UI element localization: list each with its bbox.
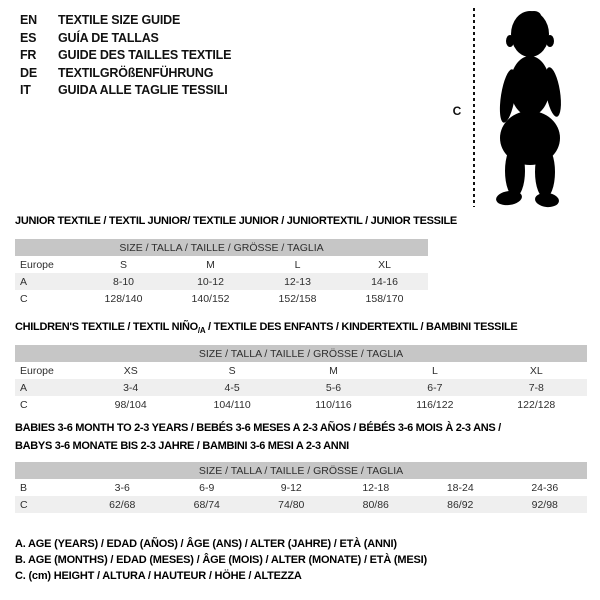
table-row (15, 396, 587, 413)
baby-silhouette (482, 8, 582, 208)
language-title: GUIDA ALLE TAGLIE TESSILI (58, 83, 228, 97)
table-cell: L (431, 364, 438, 377)
table-cell: 104/110 (213, 398, 251, 411)
table-row (15, 362, 587, 379)
size-header-label: SIZE / TALLA / TAILLE / GRÖSSE / TAGLIA (15, 239, 428, 256)
children-table-title (15, 321, 517, 335)
table-cell: M (206, 258, 215, 271)
size-header-label: SIZE / TALLA / TAILLE / GRÖSSE / TAGLIA (15, 462, 587, 479)
measure-label-c: C (452, 104, 462, 118)
table-cell: 122/128 (517, 398, 556, 411)
table-cell: 6-7 (384, 379, 485, 396)
row-label: C (15, 496, 80, 513)
row-label: C (20, 292, 28, 305)
language-code: EN (20, 13, 37, 27)
table-cell: XS (123, 364, 138, 377)
table-cell: 5-6 (283, 379, 384, 396)
size-header-bar (15, 462, 587, 479)
babies-title-line1: BABIES 3-6 MONTH TO 2-3 YEARS / BEBÉS 3-6 MESES A 2-3 AÑOS / BÉBÉS 3-6 MOIS À 2-3 ANS / (15, 422, 501, 434)
table-cell: 110/116 (315, 398, 352, 411)
table-cell: 4-5 (181, 379, 282, 396)
language-code: FR (20, 48, 37, 62)
table-cell: 3-4 (80, 379, 181, 396)
language-list (20, 12, 231, 100)
table-cell: 9-12 (280, 481, 302, 494)
row-label: Europe (20, 258, 54, 271)
table-cell: L (294, 258, 301, 271)
language-row-en (20, 12, 231, 30)
legend-line-c: C. (cm) HEIGHT / ALTURA / HAUTEUR / HÖHE / ALTEZZA (15, 570, 302, 582)
junior-size-table (15, 239, 428, 307)
height-measure-dashed-line (473, 8, 475, 207)
table-cell: 86/92 (418, 496, 503, 513)
table-row (15, 273, 428, 290)
language-code: ES (20, 30, 37, 45)
table-cell: 116/122 (416, 398, 454, 411)
table-cell: 7-8 (486, 379, 587, 396)
table-row (15, 479, 587, 496)
babies-title-line2: BABYS 3-6 MONATE BIS 2-3 JAHRE / BAMBINI 3-6 MESI A 2-3 ANNI (15, 440, 349, 452)
row-label: Europe (20, 364, 54, 377)
table-cell: 128/140 (104, 292, 143, 305)
language-title: TEXTILE SIZE GUIDE (58, 13, 181, 27)
language-code: IT (20, 83, 31, 97)
language-row-de (20, 65, 231, 83)
children-title-sub: /A (197, 326, 206, 336)
table-cell: 14-16 (341, 273, 428, 290)
size-header-label: SIZE / TALLA / TAILLE / GRÖSSE / TAGLIA (15, 345, 587, 362)
legend-line-b: B. AGE (MONTHS) / EDAD (MESES) / ÂGE (MOIS) / ALTER (MONATE) / ETÀ (MESI) (15, 554, 427, 566)
table-cell: 98/104 (114, 398, 147, 411)
junior-table-title: JUNIOR TEXTILE / TEXTIL JUNIOR/ TEXTILE JUNIOR / JUNIORTEXTIL / JUNIOR TESSILE (15, 215, 457, 227)
row-label: A (15, 273, 80, 290)
table-cell: 80/86 (334, 496, 419, 513)
babies-table-title (15, 419, 501, 455)
table-row (15, 379, 587, 396)
table-cell: S (228, 364, 236, 377)
row-label: C (20, 398, 28, 411)
table-row (15, 496, 587, 513)
table-cell: 8-10 (80, 273, 167, 290)
table-cell: M (329, 364, 338, 377)
language-row-fr (20, 47, 231, 65)
table-cell: 62/68 (80, 496, 165, 513)
table-cell: 6-9 (199, 481, 215, 494)
table-cell: 24-36 (531, 481, 559, 494)
table-cell: 68/74 (165, 496, 250, 513)
language-code: DE (20, 65, 37, 80)
table-row (15, 256, 428, 273)
language-title: GUÍA DE TALLAS (58, 30, 159, 45)
table-row (15, 290, 428, 307)
size-header-bar (15, 239, 428, 256)
children-title-pre: CHILDREN'S TEXTILE / TEXTIL NIÑO (15, 321, 198, 333)
legend-line-a: A. AGE (YEARS) / EDAD (AÑOS) / ÂGE (ANS) / ALTER (JAHRE) / ETÀ (ANNI) (15, 538, 397, 550)
row-label: A (15, 379, 80, 396)
table-cell: 12-18 (362, 481, 390, 494)
language-row-es (20, 30, 231, 48)
table-cell: 152/158 (278, 292, 317, 305)
table-cell: 10-12 (167, 273, 254, 290)
table-cell: 158/170 (365, 292, 404, 305)
table-cell: XL (378, 258, 391, 271)
language-title: TEXTILGRÖßENFÜHRUNG (58, 65, 214, 80)
table-cell: 12-13 (254, 273, 341, 290)
row-label: B (20, 481, 28, 494)
table-cell: 18-24 (446, 481, 474, 494)
table-cell: 74/80 (249, 496, 334, 513)
children-title-post: / TEXTILE DES ENFANTS / KINDERTEXTIL / BAMBINI TESSILE (205, 321, 518, 333)
table-cell: 3-6 (114, 481, 130, 494)
table-cell: S (119, 258, 127, 271)
size-header-bar (15, 345, 587, 362)
table-cell: 140/152 (191, 292, 230, 305)
babies-size-table (15, 462, 587, 513)
table-cell: XL (529, 364, 543, 377)
table-cell: 92/98 (503, 496, 588, 513)
language-row-it (20, 82, 231, 100)
children-size-table (15, 345, 587, 413)
language-title: GUIDE DES TAILLES TEXTILE (58, 48, 232, 62)
measure-legend (15, 536, 427, 584)
